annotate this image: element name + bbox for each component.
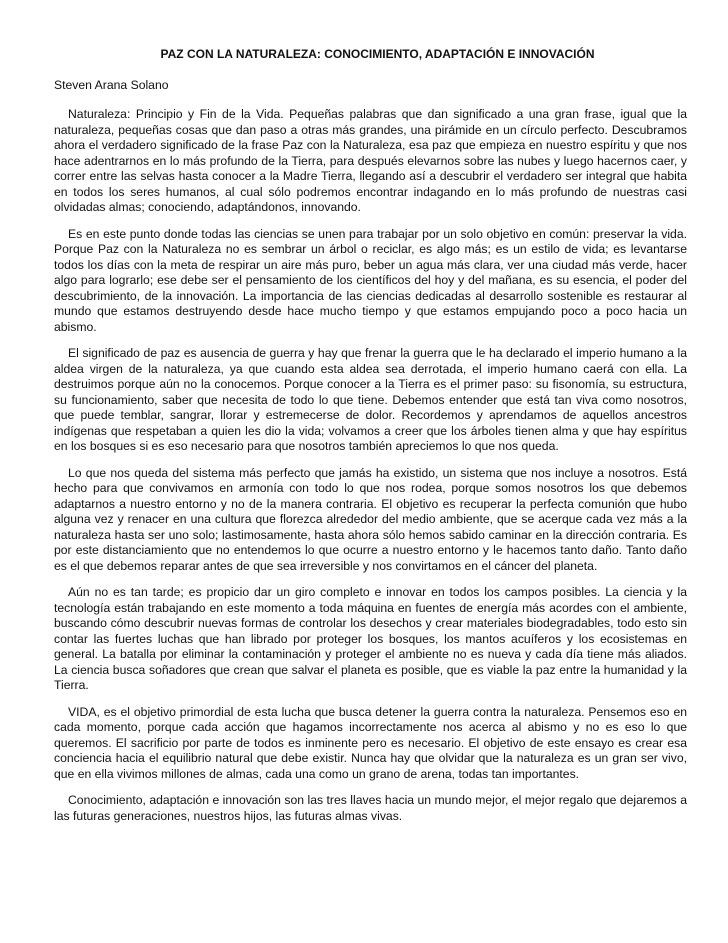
- paragraph-4: Lo que nos queda del sistema más perfecto que jamás ha existido, un sistema que nos incluye a nosotros. Está hecho para que convivamos en armonía con todo lo que nos rodea, porque somos nosotros los que debemos adaptarnos a nuestro entorno y no de la manera contraria. El objetivo es recuperar la perfecta comunión que hubo alguna vez y renacer en una cultura que florezca alrededor del medio ambiente, que se acerque cada vez más a la naturaleza hasta ser uno solo; lastimosamente, hasta ahora sólo hemos sabido caminar en la dirección contraria. Es por este distanciamiento que no entendemos lo que ocurre a nuestro entorno y le hacemos tanto daño. Tanto daño es el que debemos reparar antes de que sea irreversible y nos convirtamos en el cáncer del planeta.: [54, 465, 687, 573]
- paragraph-6: VIDA, es el objetivo primordial de esta lucha que busca detener la guerra contra la naturaleza. Pensemos eso en cada momento, porque cada acción que hagamos incorrectamente nos acerca al abismo y no es eso lo que queremos. El sacrificio por parte de todos es inminente pero es necesario. El objetivo de este ensayo es crear esa conciencia hacia el equilibrio natural que debe existir. Nunca hay que olvidar que la naturaleza es un gran ser vivo, que en ella vivimos millones de almas, cada una como un grano de arena, todas tan importantes.: [54, 704, 687, 781]
- paragraph-5: Aún no es tan tarde; es propicio dar un giro completo e innovar en todos los campos posibles. La ciencia y la tecnología están trabajando en este momento a toda máquina en fuentes de energía más acordes con el ambiente, buscando cómo descubrir nuevas formas de controlar los desechos y crear materiales biodegradables, todo esto sin contar las fuertes luchas que han librado por proteger los bosques, los mantos acuíferos y los ecosistemas en general. La batalla por eliminar la contaminación y proteger el ambiente no es nueva y cada día tiene más aliados. La ciencia busca soñadores que crean que salvar el planeta es posible, que es viable la paz entre la humanidad y la Tierra.: [54, 585, 687, 692]
- document-title: PAZ CON LA NATURALEZA: CONOCIMIENTO, ADAPTACIÓN E INNOVACIÓN: [160, 47, 595, 61]
- paragraph-7: Conocimiento, adaptación e innovación son las tres llaves hacia un mundo mejor, el mejor regalo que dejaremos a las futuras generaciones, nuestros hijos, las futuras almas vivas.: [54, 793, 687, 823]
- paragraph-2: Es en este punto donde todas las ciencias se unen para trabajar por un solo objetivo en común: preservar la vida. Porque Paz con la Naturaleza no es sembrar un árbol o reciclar, es algo más; es un estilo de vida; es levantarse todos los días con la meta de respirar un aire más puro, beber un agua más clara, ver una ciudad más verde, hacer algo para lograrlo; ese debe ser el pensamiento de los científicos del hoy y del mañana, es su esencia, el poder del descubrimiento, de la innovación. La importancia de las ciencias dedicadas al desarrollo sostenible es restaurar al mundo que estamos destruyendo desde hace mucho tiempo y que estamos empujando poco a poco hacia un abismo.: [54, 226, 687, 334]
- author-name: Steven Arana Solano: [54, 78, 169, 92]
- paragraph-1: Naturaleza: Principio y Fin de la Vida. Pequeñas palabras que dan significado a una gran frase, igual que la naturaleza, pequeñas cosas que dan paso a otras más grandes, una pirámide en un círculo perfecto. Descubramos ahora el verdadero significado de la frase Paz con la Naturaleza, esa paz que empieza en nuestro espíritu y que nos hace adentrarnos en lo más profundo de la Tierra, para después elevarnos sobre las nubes y luego hacernos caer, y correr entre las selvas hasta conocer a la Madre Tierra, llegando así a descubrir el verdadero ser integral que habita en todos los seres humanos, al cual sólo podremos encontrar indagando en lo más profundo de nuestras casi olvidadas almas; conociendo, adaptándonos, innovando.: [54, 107, 687, 214]
- paragraph-3: El significado de paz es ausencia de guerra y hay que frenar la guerra que le ha declarado el imperio humano a la aldea virgen de la naturaleza, ya que cuando esta aldea sea derrotada, el imperio humano caerá con ella. La destruimos porque aún no la conocemos. Porque conocer a la Tierra es el primer paso: su fisonomía, su estructura, su funcionamiento, saber que necesita de todo lo que tiene. Debemos entender que está tan viva como nosotros, que puede temblar, sangrar, llorar y estremecerse de dolor. Recordemos y aprendamos de aquellos ancestros indígenas que respetaban a quien les dio la vida; volvamos a creer que los árboles tienen alma y que hay espíritus en los bosques si es eso necesario para que nosotros también apreciemos lo que nos queda.: [54, 346, 687, 453]
